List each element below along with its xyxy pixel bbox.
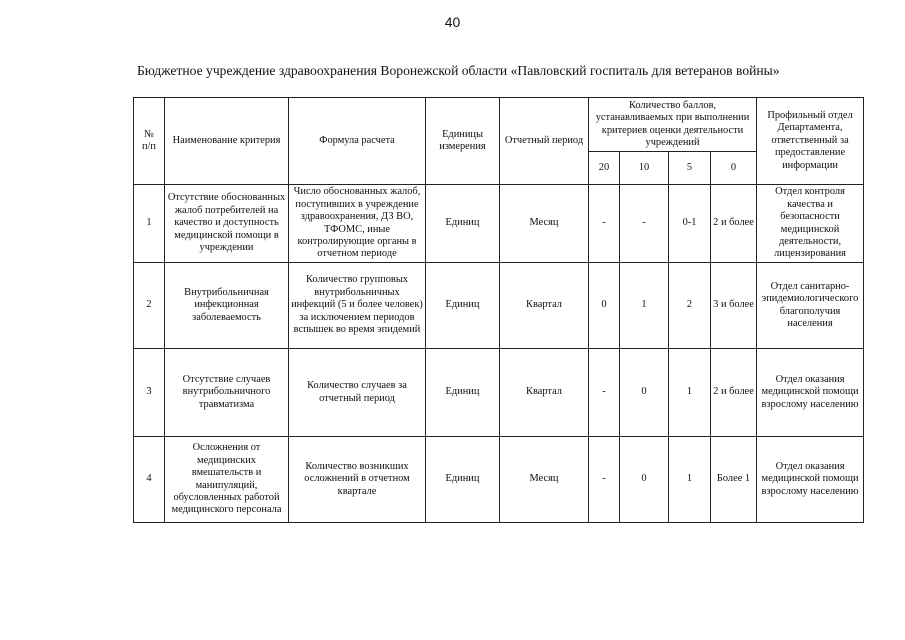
row-period: Квартал (500, 349, 589, 437)
row-formula: Количество возникших осложнений в отчетном квартале (289, 437, 426, 523)
header-points-10: 10 (620, 152, 669, 185)
header-formula: Формула расчета (289, 98, 426, 185)
row-points-0: Более 1 (711, 437, 757, 523)
header-num: № п/п (134, 98, 165, 185)
header-units: Единицы измерения (426, 98, 500, 185)
row-points-20: - (589, 349, 620, 437)
row-department: Отдел контроля качества и безопасности медицинской деятельности, лицензирования (757, 185, 864, 263)
row-points-5: 2 (669, 263, 711, 349)
row-points-0: 2 и более (711, 349, 757, 437)
table-row (134, 263, 864, 349)
row-formula: Количество случаев за отчетный период (289, 349, 426, 437)
criteria-table (133, 97, 864, 523)
row-period: Месяц (500, 185, 589, 263)
document-title: Бюджетное учреждение здравоохранения Воронежской области «Павловский госпиталь для ветеранов войны» (137, 63, 780, 78)
row-formula: Число обоснованных жалоб, поступивших в учреждение здравоохранения, ДЗ ВО, ТФОМС, иные контролирующие органы в отчетном периоде (289, 185, 426, 263)
row-points-5: 1 (669, 437, 711, 523)
row-points-5: 0-1 (669, 185, 711, 263)
row-period: Квартал (500, 263, 589, 349)
row-points-10: - (620, 185, 669, 263)
row-period: Месяц (500, 437, 589, 523)
row-points-20: - (589, 185, 620, 263)
row-points-20: - (589, 437, 620, 523)
row-criterion: Отсутствие случаев внутрибольничного травматизма (165, 349, 289, 437)
row-points-10: 1 (620, 263, 669, 349)
header-period: Отчетный период (500, 98, 589, 185)
row-num: 3 (134, 349, 165, 437)
row-criterion: Отсутствие обоснованных жалоб потребителей на качество и доступность медицинской помощи в учреждении (165, 185, 289, 263)
row-department: Отдел оказания медицинской помощи взрослому населению (757, 437, 864, 523)
header-points-0: 0 (711, 152, 757, 185)
row-num: 2 (134, 263, 165, 349)
row-units: Единиц (426, 185, 500, 263)
row-department: Отдел санитарно-эпидемиологического благополучия населения (757, 263, 864, 349)
table-row (134, 185, 864, 263)
row-num: 4 (134, 437, 165, 523)
row-num: 1 (134, 185, 165, 263)
row-criterion: Внутрибольничная инфекционная заболеваемость (165, 263, 289, 349)
header-department: Профильный отдел Департамента, ответственный за предоставление информации (757, 98, 864, 185)
row-units: Единиц (426, 349, 500, 437)
row-points-0: 3 и более (711, 263, 757, 349)
row-points-5: 1 (669, 349, 711, 437)
header-row (134, 98, 864, 152)
row-units: Единиц (426, 263, 500, 349)
row-criterion: Осложнения от медицинских вмешательств и манипуляций, обусловленных работой медицинского персонала (165, 437, 289, 523)
page-number: 40 (444, 14, 461, 30)
row-formula: Количество групповых внутрибольничных инфекций (5 и более человек) за исключением периодов вспышек во время эпидемий (289, 263, 426, 349)
row-points-10: 0 (620, 349, 669, 437)
table-row (134, 437, 864, 523)
row-points-10: 0 (620, 437, 669, 523)
row-points-20: 0 (589, 263, 620, 349)
header-points-5: 5 (669, 152, 711, 185)
header-criterion: Наименование критерия (165, 98, 289, 185)
row-department: Отдел оказания медицинской помощи взрослому населению (757, 349, 864, 437)
header-points: Количество баллов, устанавливаемых при выполнении критериев оценки деятельности учреждений (589, 98, 757, 152)
row-units: Единиц (426, 437, 500, 523)
table-row (134, 349, 864, 437)
row-points-0: 2 и более (711, 185, 757, 263)
header-points-20: 20 (589, 152, 620, 185)
